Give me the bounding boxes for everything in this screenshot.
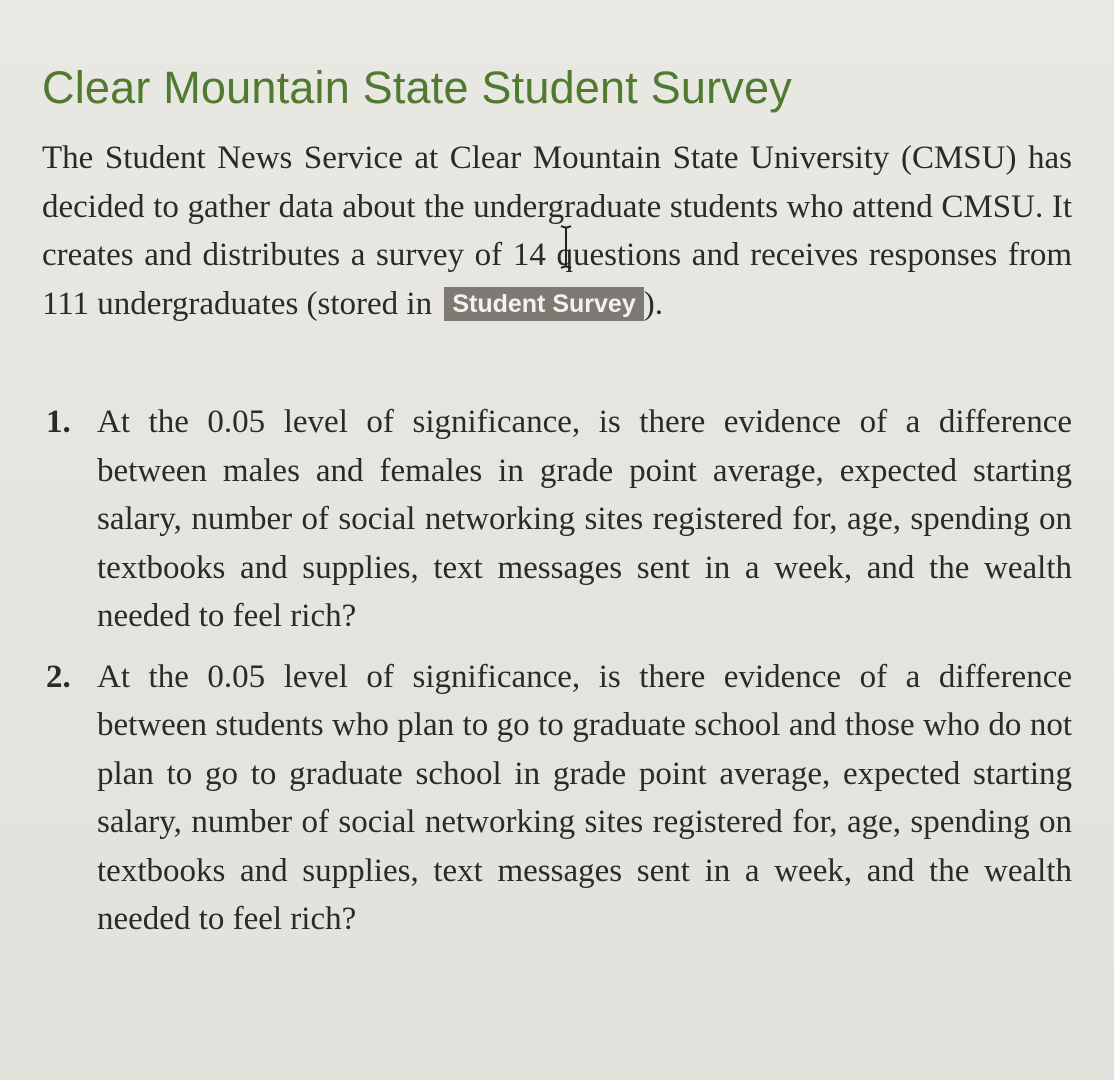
list-item — [42, 653, 1072, 944]
question-number: 2. — [46, 658, 71, 695]
page-title: Clear Mountain State Student Survey — [42, 62, 792, 113]
question-number: 1. — [46, 404, 71, 440]
text-cursor-icon — [560, 225, 572, 269]
intro-paragraph — [42, 134, 1072, 328]
question-text: At the 0.05 level of significance, is there evidence of a difference between students who plan to go to graduate school and those who do not plan to go to graduate school in grade point average, expected starting salary, number of social networking sites registered for, age, spending on textbooks and supplies, text messages sent in a week, and the wealth needed to feel rich? — [97, 658, 1072, 937]
dataset-badge: Student Survey — [444, 287, 643, 321]
question-list — [42, 398, 1072, 956]
list-item — [42, 398, 1072, 641]
question-text: At the 0.05 level of significance, is there evidence of a difference between males and females in grade point average, expected starting salary, number of social networking sites registered for, age, spending on textbooks and supplies, text messages sent in a week, and the wealth needed to feel rich? — [97, 404, 1072, 634]
intro-end: ). — [643, 285, 663, 322]
intro-text: The Student News Service at Clear Mountain State University (CMSU) has decided to gather data about the undergraduate students who attend CMSU. It creates and distributes a survey of 14 questions and receives responses from 111 undergraduates (stored in — [42, 140, 1072, 322]
